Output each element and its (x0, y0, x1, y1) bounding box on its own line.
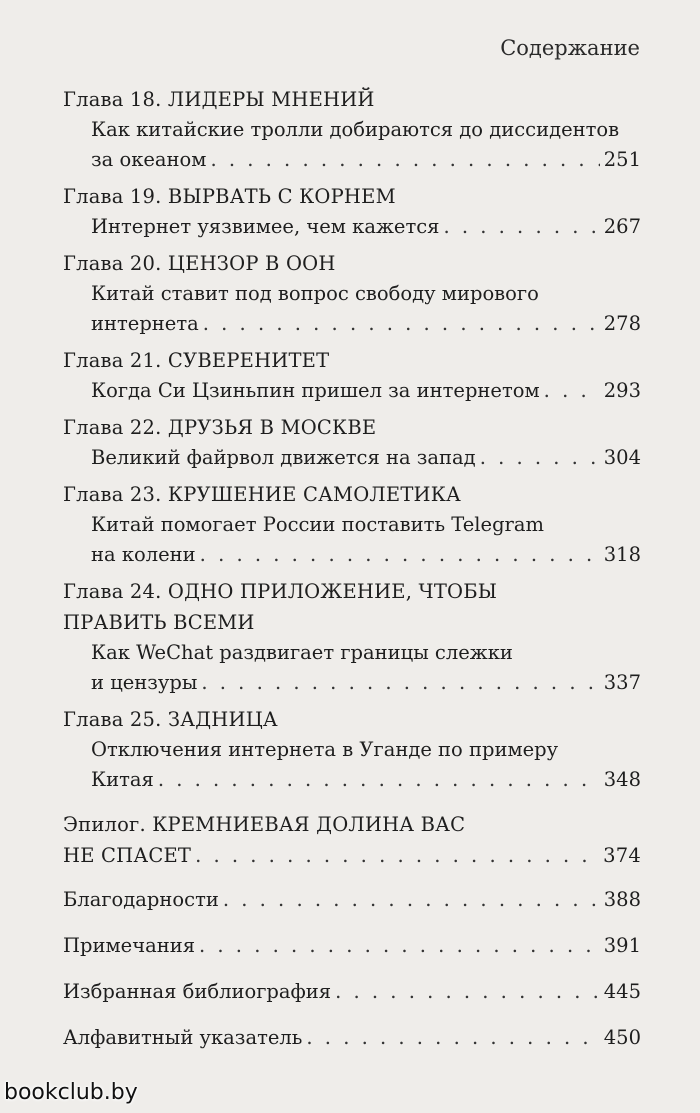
dot-leader (544, 376, 600, 406)
chapter-subtitle-last-line (63, 540, 641, 570)
toc-epilogue (63, 809, 641, 871)
page-number: 267 (603, 215, 641, 238)
chapter-subtitle: Китай помогает России поставить Telegram (91, 513, 544, 536)
toc-chapter-18 (63, 84, 641, 175)
item-label: Алфавитный указатель (63, 1026, 303, 1049)
epilogue-title: Эпилог. КРЕМНИЕВАЯ ДОЛИНА ВАС (63, 813, 466, 836)
page-number: 278 (603, 312, 641, 335)
chapter-subtitle-last-line (63, 309, 641, 339)
dot-leader (158, 765, 600, 795)
toc-item-index (63, 1023, 641, 1053)
chapter-subtitle-last-line (63, 212, 641, 242)
item-label: Благодарности (63, 888, 219, 911)
subtitle-text: Интернет уязвимее, чем кажется (91, 215, 440, 238)
epilogue-text: НЕ СПАСЕТ (63, 844, 192, 867)
chapter-subtitle-last-line (63, 765, 641, 795)
page-number: 251 (603, 148, 641, 171)
dot-leader (335, 977, 600, 1007)
watermark: bookclub.by (4, 1080, 138, 1105)
page-number: 318 (603, 543, 641, 566)
dot-leader (480, 443, 600, 473)
page-number: 293 (603, 379, 641, 402)
item-label: Примечания (63, 934, 196, 957)
dot-leader (200, 540, 600, 570)
dot-leader (195, 840, 599, 871)
dot-leader (201, 668, 599, 698)
subtitle-text: Китая (91, 768, 154, 791)
chapter-title: Глава 24. ОДНО ПРИЛОЖЕНИЕ, ЧТОБЫ (63, 580, 498, 603)
page-number: 450 (603, 1026, 641, 1049)
page-number: 337 (603, 671, 641, 694)
toc-chapter-19 (63, 181, 641, 242)
toc-chapter-22 (63, 412, 641, 473)
item-label: Избранная библиография (63, 980, 332, 1003)
chapter-title: Глава 18. ЛИДЕРЫ МНЕНИЙ (63, 88, 375, 111)
subtitle-text: Великий файрвол движется на запад (91, 446, 476, 469)
chapter-subtitle: Отключения интернета в Уганде по примеру (91, 738, 559, 761)
toc-chapter-25 (63, 704, 641, 795)
page-number: 445 (603, 980, 641, 1003)
page-number: 304 (603, 446, 641, 469)
chapter-title: Глава 23. КРУШЕНИЕ САМОЛЕТИКА (63, 483, 461, 506)
page-number: 391 (603, 934, 641, 957)
toc-item-bibliography (63, 977, 641, 1007)
subtitle-text: на колени (91, 543, 196, 566)
toc-chapter-24 (63, 576, 641, 698)
chapter-title-continued: ПРАВИТЬ ВСЕМИ (63, 611, 255, 634)
subtitle-text: за океаном (91, 148, 207, 171)
running-head: Содержание (500, 36, 640, 60)
page-number: 374 (603, 844, 641, 867)
dot-leader (306, 1023, 599, 1053)
toc-back-matter (63, 885, 641, 1053)
chapter-subtitle-last-line (63, 376, 641, 406)
chapter-subtitle: Как китайские тролли добираются до диссидентов (91, 118, 620, 141)
page-number: 388 (603, 888, 641, 911)
page-number: 348 (603, 768, 641, 791)
chapter-subtitle-last-line (63, 443, 641, 473)
chapter-subtitle: Китай ставит под вопрос свободу мирового (91, 282, 539, 305)
dot-leader (203, 309, 600, 339)
dot-leader (223, 885, 600, 915)
toc-chapter-21 (63, 345, 641, 406)
toc-item-acknowledgements (63, 885, 641, 915)
dot-leader (199, 931, 600, 961)
chapter-subtitle: Как WeChat раздвигает границы слежки (91, 641, 513, 664)
chapter-title: Глава 19. ВЫРВАТЬ С КОРНЕМ (63, 185, 396, 208)
chapter-title: Глава 21. СУВЕРЕНИТЕТ (63, 349, 330, 372)
chapter-title: Глава 22. ДРУЗЬЯ В МОСКВЕ (63, 416, 377, 439)
epilogue-title-last-line (63, 840, 641, 871)
dot-leader (443, 212, 599, 242)
table-of-contents (63, 84, 641, 1069)
toc-chapter-23 (63, 479, 641, 570)
chapter-subtitle-last-line (63, 145, 641, 175)
chapter-title: Глава 25. ЗАДНИЦА (63, 708, 278, 731)
subtitle-text: интернета (91, 312, 199, 335)
toc-chapter-20 (63, 248, 641, 339)
dot-leader (210, 145, 599, 175)
toc-item-notes (63, 931, 641, 961)
chapter-subtitle-last-line (63, 668, 641, 698)
chapter-title: Глава 20. ЦЕНЗОР В ООН (63, 252, 336, 275)
subtitle-text: Когда Си Цзиньпин пришел за интернетом (91, 379, 540, 402)
subtitle-text: и цензуры (91, 671, 198, 694)
